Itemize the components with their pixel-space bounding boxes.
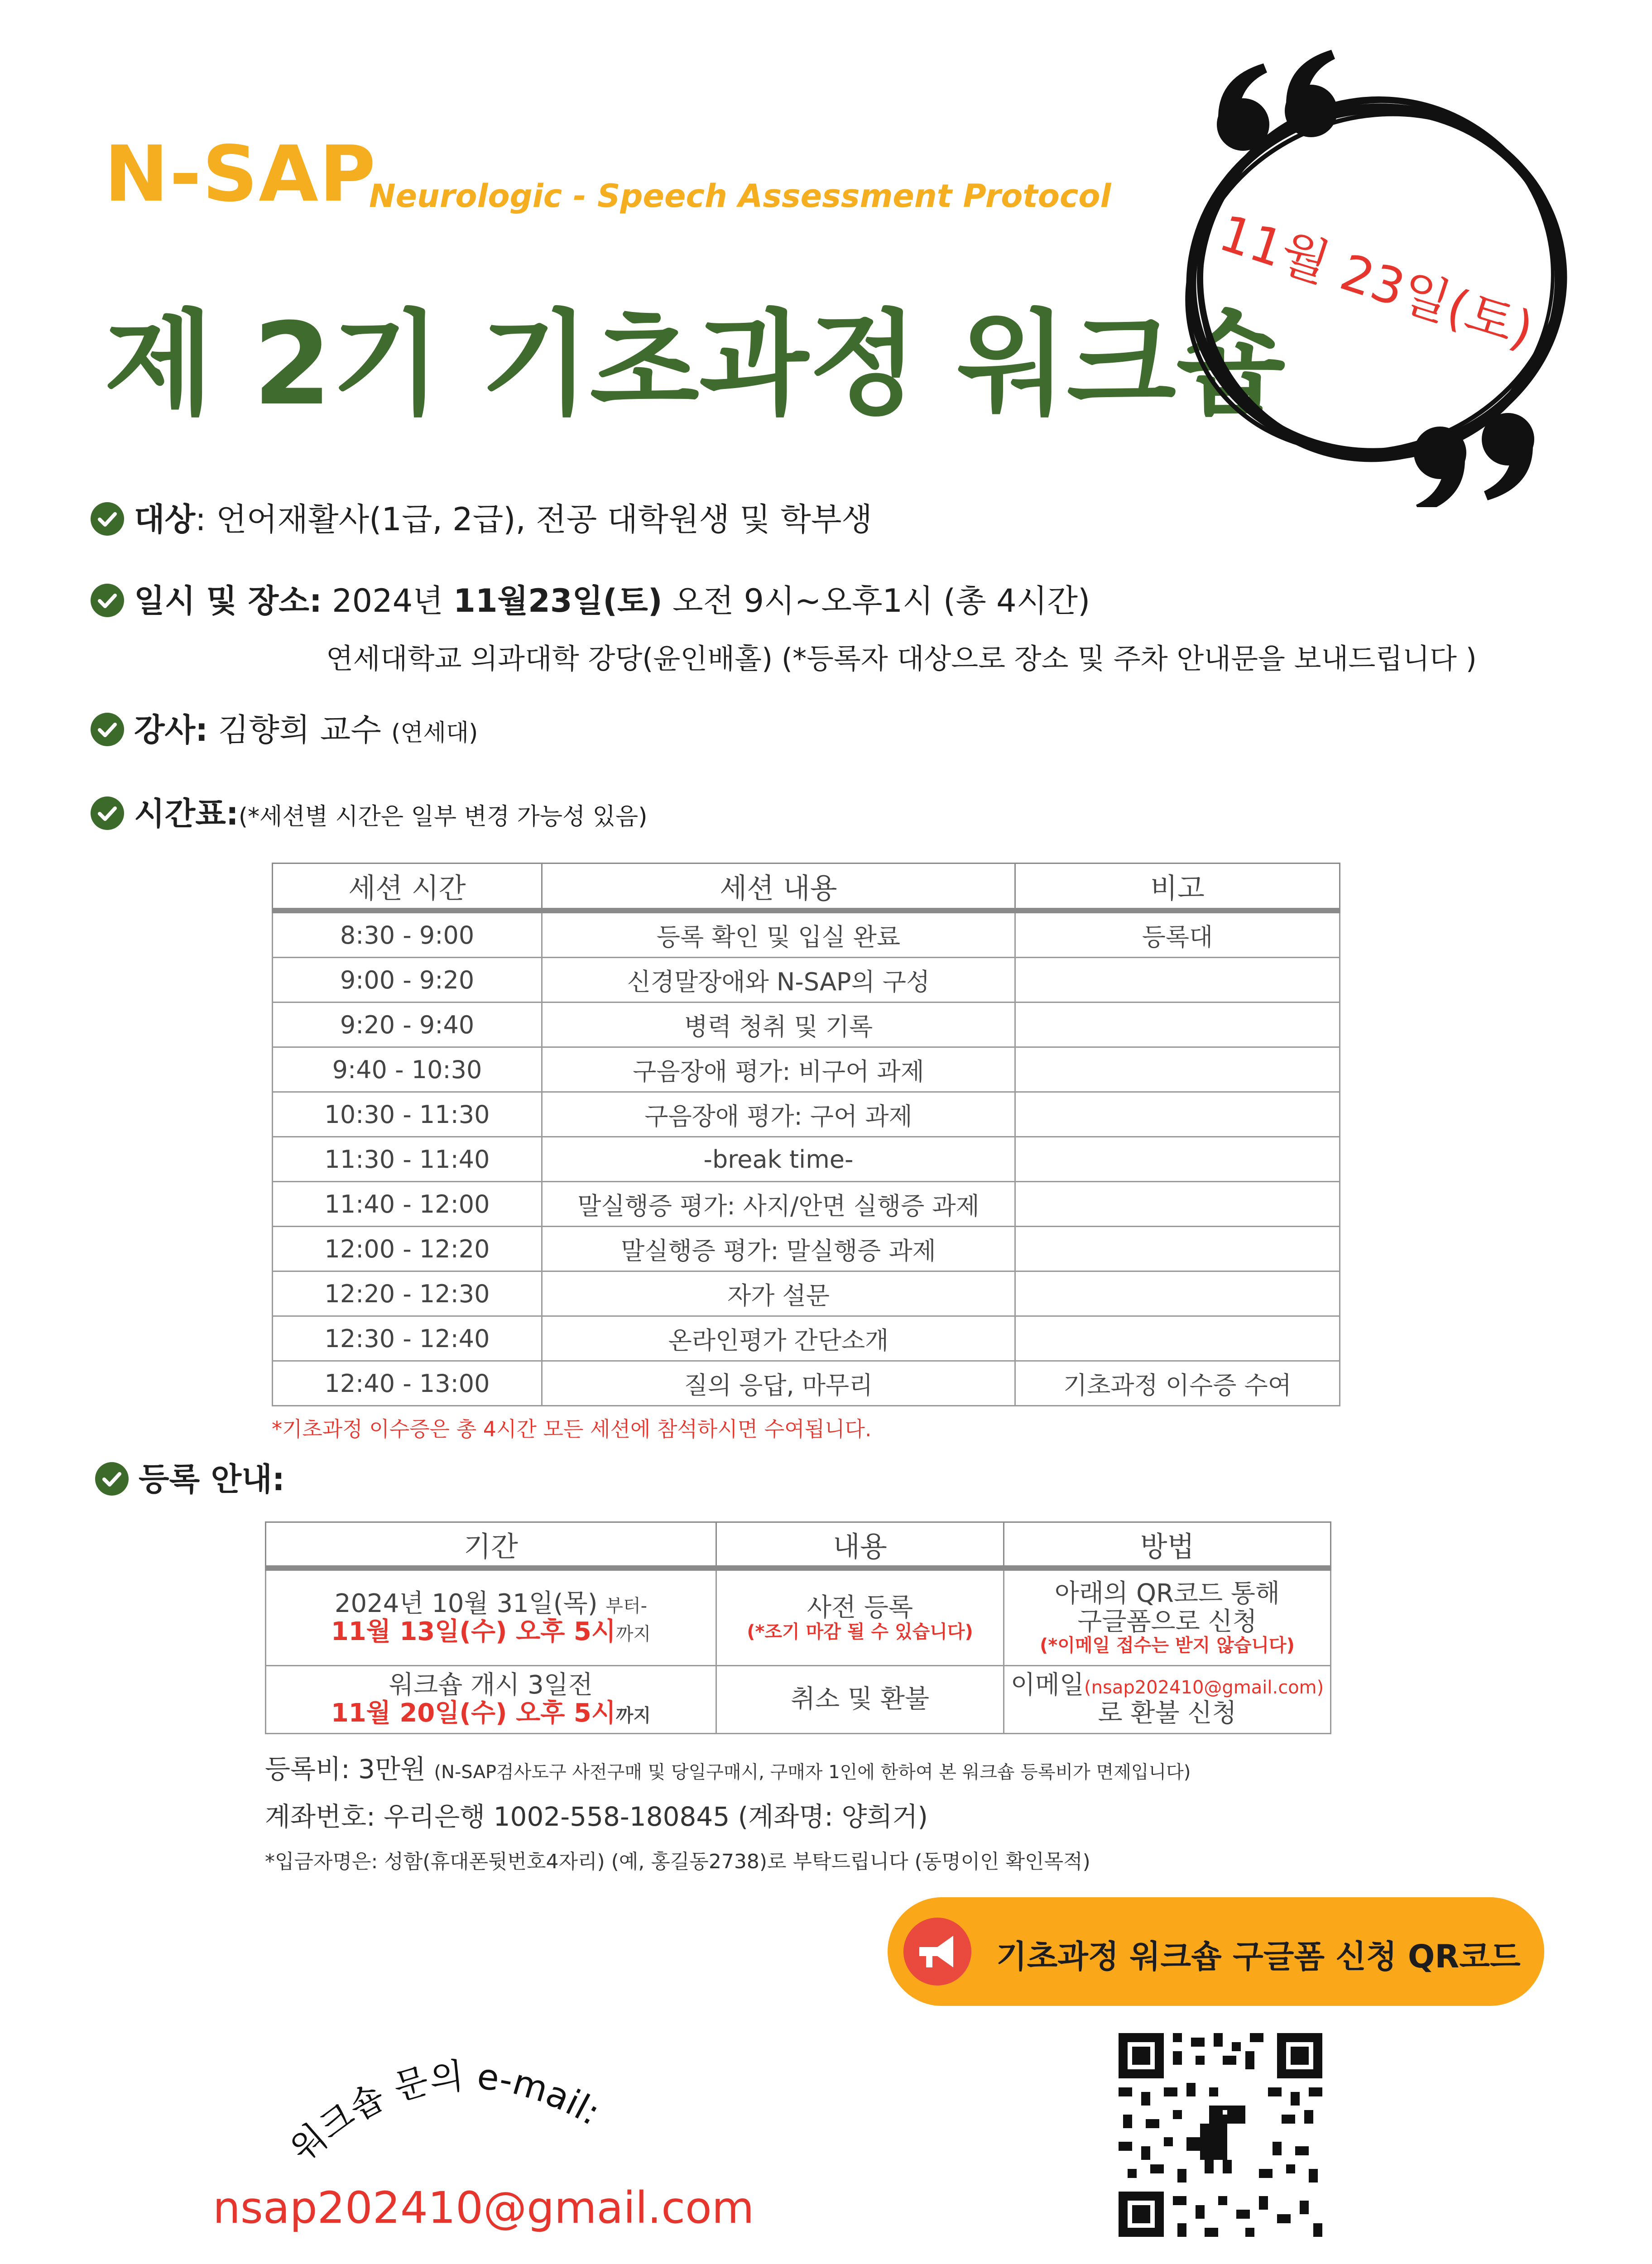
reg-method-line2: 구글폼으로 신청 (1077, 1607, 1257, 1636)
fee-row (265, 1748, 1191, 1786)
table-row (273, 958, 1340, 1002)
table-row (266, 1568, 1331, 1665)
reg-content-cell (716, 1568, 1004, 1665)
check-icon (91, 502, 124, 536)
datetime-date: 11월23일(토) (453, 582, 663, 619)
session-time: 12:20 - 12:30 (273, 1271, 542, 1316)
session-content: -break time- (542, 1137, 1015, 1182)
table-row (273, 1047, 1340, 1092)
reg-method-line2: 로 환불 신청 (1098, 1698, 1237, 1728)
session-content: 등록 확인 및 입실 완료 (542, 911, 1015, 958)
schedule-header-note: 비고 (1015, 863, 1340, 911)
lecturer-label: 강사: (134, 711, 208, 748)
session-content: 병력 청취 및 기록 (542, 1002, 1015, 1047)
session-content: 말실행증 평가: 사지/안면 실행증 과제 (542, 1182, 1015, 1227)
session-content: 구음장애 평가: 구어 과제 (542, 1092, 1015, 1137)
session-content: 말실행증 평가: 말실행증 과제 (542, 1227, 1015, 1271)
session-note (1015, 1316, 1340, 1361)
reg-period-start: 워크숍 개시 3일전 (389, 1670, 593, 1700)
session-time: 11:30 - 11:40 (273, 1137, 542, 1182)
brand-subtitle: Neurologic - Speech Assessment Protocol (369, 177, 1111, 215)
reg-period-deadline: 11월 20일(수) 오후 5시 (331, 1698, 616, 1728)
reg-header-method: 방법 (1004, 1522, 1331, 1568)
badge-date-text: 11월 23일(토) (1212, 203, 1541, 360)
schedule-table (272, 863, 1340, 1406)
qr-apply-label: 기초과정 워크숍 구글폼 신청 QR코드 (996, 1938, 1521, 1975)
reg-method-cell (1004, 1665, 1331, 1733)
reg-method-line1: 아래의 QR코드 통해 (1054, 1579, 1280, 1609)
session-time: 9:40 - 10:30 (273, 1047, 542, 1092)
session-time: 8:30 - 9:00 (273, 911, 542, 958)
session-time: 12:30 - 12:40 (273, 1316, 542, 1361)
session-note (1015, 1002, 1340, 1047)
session-content: 질의 응답, 마무리 (542, 1361, 1015, 1406)
reg-period-suffix: 부터- (605, 1596, 648, 1617)
session-content: 온라인평가 간단소개 (542, 1316, 1015, 1361)
reg-period-start: 2024년 10월 31일(목) (334, 1589, 606, 1619)
fee-label: 등록비: 3만원 (265, 1754, 434, 1784)
check-icon (91, 584, 124, 617)
page-title: 제 2기 기초과정 워크숍 (104, 298, 1286, 430)
qr-code-image[interactable] (1119, 2033, 1322, 2237)
date-badge (1150, 27, 1603, 507)
schedule-header-time: 세션 시간 (273, 863, 542, 911)
depositor-note: *입금자명은: 성함(휴대폰뒷번호4자리) (예, 홍길동2738)로 부탁드립니다 (동명이인 확인목적) (265, 1850, 1090, 1873)
check-icon (95, 1462, 129, 1496)
reg-content-note: (*조기 마감 될 수 있습니다) (747, 1621, 973, 1642)
brand-logo: N-SAP (104, 130, 377, 219)
session-time: 9:00 - 9:20 (273, 958, 542, 1002)
reg-method-email[interactable]: (nsap202410@gmail.com) (1084, 1677, 1324, 1698)
datetime-time: 오전 9시~오후1시 (총 4시간) (662, 582, 1090, 619)
reg-header-period: 기간 (266, 1522, 716, 1568)
table-row (266, 1665, 1331, 1733)
table-row (273, 1271, 1340, 1316)
session-time: 12:40 - 13:00 (273, 1361, 542, 1406)
table-row (273, 1002, 1340, 1047)
reg-method-prefix: 이메일 (1010, 1670, 1085, 1700)
reg-content: 취소 및 환불 (716, 1665, 1004, 1733)
table-row (273, 1182, 1340, 1227)
table-row (273, 1137, 1340, 1182)
session-note: 등록대 (1015, 911, 1340, 958)
register-label: 등록 안내: (139, 1461, 285, 1498)
session-note (1015, 958, 1340, 1002)
check-icon (91, 796, 124, 830)
target-row (91, 500, 872, 538)
reg-period-deadline-suffix: 까지 (615, 1623, 651, 1645)
lecturer-affiliation: (연세대) (391, 719, 478, 747)
schedule-label: 시간표: (134, 795, 239, 832)
session-note (1015, 1047, 1340, 1092)
reg-content: 사전 등록 (807, 1592, 913, 1622)
session-time: 11:40 - 12:00 (273, 1182, 542, 1227)
reg-method-note: (*이메일 접수는 받지 않습니다) (1040, 1635, 1295, 1656)
session-note: 기초과정 이수증 수여 (1015, 1361, 1340, 1406)
session-content: 신경말장애와 N-SAP의 구성 (542, 958, 1015, 1002)
svg-text:워크숍 문의 e-mail: (283, 2056, 607, 2170)
session-time: 12:00 - 12:20 (273, 1227, 542, 1271)
megaphone-icon (903, 1918, 971, 1986)
reg-period-cell (266, 1568, 716, 1665)
session-note (1015, 1271, 1340, 1316)
register-row (95, 1460, 285, 1498)
reg-period-deadline-suffix: 까지 (615, 1705, 651, 1726)
venue-text: 연세대학교 의과대학 강당(윤인배홀) (*등록자 대상으로 장소 및 주차 안내문을 보내드립니다 ) (326, 642, 1477, 675)
session-note (1015, 1227, 1340, 1271)
schedule-note: (*세션별 시간은 일부 변경 가능성 있음) (238, 803, 648, 830)
registration-table (265, 1521, 1331, 1734)
session-note (1015, 1092, 1340, 1137)
datetime-year: 2024년 (322, 582, 454, 619)
session-time: 10:30 - 11:30 (273, 1092, 542, 1137)
table-row (273, 1361, 1340, 1406)
check-icon (91, 713, 124, 746)
lecturer-name: 김향희 교수 (208, 711, 392, 748)
datetime-label: 일시 및 장소: (134, 582, 322, 619)
reg-header-content: 내용 (716, 1522, 1004, 1568)
schedule-header-content: 세션 내용 (542, 863, 1015, 911)
target-label: 대상 (134, 501, 196, 538)
reg-period-cell (266, 1665, 716, 1733)
session-content: 구음장애 평가: 비구어 과제 (542, 1047, 1015, 1092)
schedule-row (91, 795, 648, 833)
session-time: 9:20 - 9:40 (273, 1002, 542, 1047)
table-row (273, 1227, 1340, 1271)
fee-note: (N-SAP검사도구 사전구매 및 당일구매시, 구매자 1인에 한하여 본 워크숍 등록비가 면제입니다) (434, 1762, 1191, 1783)
account-info: 계좌번호: 우리은행 1002-558-180845 (계좌명: 양희거) (265, 1801, 928, 1832)
contact-arc-text: 워크숍 문의 e-mail: (283, 2055, 607, 2170)
reg-period-deadline: 11월 13일(수) 오후 5시 (331, 1616, 616, 1646)
lecturer-row (91, 711, 478, 749)
table-row (273, 1092, 1340, 1137)
table-row (273, 1316, 1340, 1361)
contact-email-link[interactable]: nsap202410@gmail.com (213, 2182, 754, 2233)
table-row (273, 911, 1340, 958)
target-text: : 언어재활사(1급, 2급), 전공 대학원생 및 학부생 (195, 501, 873, 538)
session-content: 자가 설문 (542, 1271, 1015, 1316)
datetime-row (91, 582, 1090, 620)
contact-arc-label (263, 2006, 661, 2196)
session-note (1015, 1137, 1340, 1182)
reg-method-cell (1004, 1568, 1331, 1665)
certificate-note: *기초과정 이수증은 총 4시간 모든 세션에 참석하시면 수여됩니다. (272, 1417, 872, 1441)
session-note (1015, 1182, 1340, 1227)
